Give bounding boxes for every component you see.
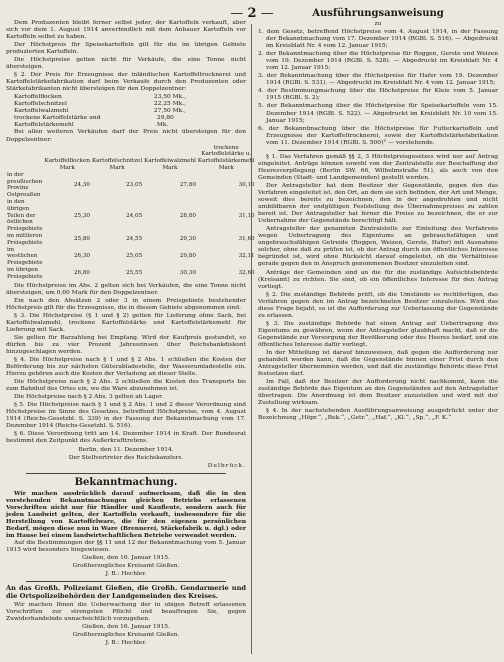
table-cell: 27,80 — [179, 181, 196, 188]
table-cell: 24,30 — [73, 181, 90, 188]
heading-sub: zu — [374, 21, 382, 27]
price-list-item — [6, 115, 246, 129]
divider — [26, 581, 226, 582]
regulation-item: 1. dem Gesetz, betreffend Höchstpreise vom 4. August 1914, in der Fassung der Bekanntmachung vom 17. Dezember 1914 (RGBl. S. 516). — Abgedruckt im Kreisblatt Nr. 4 vom 12. Januar 1915; — [258, 29, 498, 50]
intro-paragraph: Der Höchstpreis für Speisekartoffeln gilt für die im übrigen Gebiete produzierten Kartoffeln. — [6, 42, 246, 56]
signer-title: Der Stellvertreter des Reichskanzlers. — [68, 454, 184, 461]
signer-name: J. B.: Hechler. — [105, 570, 147, 577]
intro-paragraph: Dem Produzenten bleibt ferner selbst jeder, der Kartoffeln verkauft, aber sich vor dem 1. August 1914 anverbindlich mit dem Anbauer Kartoffeln vor Kartoffeln selbst zu haben. — [6, 20, 246, 41]
paragraph-1c: Antragsteller der genannten Zentralstelle zur Einleitung des Verfahrens wegen Uebertragung des Eigentums an gebrauchsfähigen und ungebrauchsfähigen Getreide (Roggen, Weizen, Gerste, Hafer) mit Ausnahme solcher, ohne daß zu prüfen ist, ob der Antrag durch ein öffentliches Interesse begründet ist, wird ohne Rücksicht darauf eingeleitet, ob die Verhältnisse gerade gegen den in Anspruch genommenen Besitzer einzuleiten sind. — [258, 226, 498, 268]
paragraph-2: § 2. Der Preis für Erzeugnisse der inländischen Kartoffeltrocknerei und Kartoffelstärkefabrikation darf beim Verkaufe durch den Produzenten oder Stärkefabrikanten nicht übersteigen für den Doppelzentner: — [6, 72, 246, 93]
place-date: Berlin, den 11. Dezember 1914. — [78, 446, 174, 453]
table-cell: 25,05 — [126, 253, 143, 260]
paragraph-3b: In der Mitteilung ist darauf hinzuweisen, daß gegen die Aufforderung nur gehandelt werden kann, daß die Gegenstände binnen einer Frist durch den Antragsteller übernommen werden, und daß die zuständige Behörde diese Frist festsetzen darf. — [258, 350, 498, 378]
paragraph-2b: Bei allen weiteren Verkäufen darf der Preis nicht übersteigen für den Doppelzentner: — [6, 129, 246, 143]
table-cell: 24,55 — [126, 236, 143, 243]
address-heading: An das Großh. Polizeiamt Gießen, die Großh. Gendarmerie und die Ortspolizeibehörden der Landgemeinden des Kreises. — [6, 583, 246, 600]
table-cell: 32,60 — [238, 270, 255, 277]
price-value: 27,50 Mk., — [153, 108, 186, 115]
table-header: Kartoffelflocken — [44, 158, 90, 165]
paragraph-6: § 6. Diese Verordnung tritt am 14. Dezember 1914 in Kraft. Der Bundesrat bestimmt den Zeitpunkt des Außerkrafttretens. — [6, 431, 246, 445]
paragraph-2d: Ein nach den Absätzen 2 oder 3 in einem Preisgebiete bestehender Höchstpreis gilt für die Erzeugnisse, die in diesem Gebiete abgenommen sind. — [6, 297, 246, 311]
table-cell: 31,60 — [238, 236, 255, 243]
paragraph-2: § 2. Die zuständige Behörde prüft, ob die Umstände es rechtfertigen, das Verfahren gegen den im Antrag bezeichneten Besitzer einzuleiten. Wird das diese Frage bejaht, so ist die Aufforderung zur Ueberlassung der Gegenstände zu erlassen. — [258, 291, 498, 319]
office-name: Großherzogliches Kreisamt Gießen. — [72, 562, 180, 569]
regulation-item: 6. der Bekanntmachung über die Höchstpreise für Futterkartoffeln und Erzeugnisse der Kartoffeltrocknerei, sowie der Kartoffelstärkefabrikation vom 11. Dezember 1914 (RGBl. S. 500)° — vorstehende. — [258, 125, 498, 146]
paragraph-1b: Der Antragsteller hat dem Besitzer der Gegenstände, gegen den das Verfahren eingeleitet ist, den Ort, an dem sie sich befinden, der Art und Menge, soweit dies bereits zu bezeichnen, den in der angedrohten und nicht umbildbaren der endgültigen Feststellung des Übernahmepreises zu zahlen bereit ist. Der Antragsteller hat ferner die Preise zu bezeichnen, die er zur Uebernahme der Gegenstände berechtigt hält. — [258, 182, 498, 225]
table-cell: 30,30 — [179, 270, 196, 277]
paragraph-4c: Die Höchstpreise nach § 2 Abs. 3 gelten ab Lager. — [14, 394, 164, 401]
page-number: — 2 — — [230, 6, 274, 21]
paragraph-4: § 4. Die Höchstpreise nach § 1 und § 2 Abs. 1 schließen die Kosten der Beförderung bis zur nächsten Güterabladestelle, der Wasserumladestelle ein. Hierzu gehören auch die Kosten der Verladung an dieser Stelle. — [6, 356, 246, 378]
regulation-item: 5. der Bekanntmachung über die Höchstpreise für Speisekartoffeln vom 15. Dezember 1914 (RGBl. S. 522). — Abgedruckt im Kreisblatt Nr. 10 vom 15. Januar 1915; — [258, 103, 498, 124]
table-cell: 25,30 — [73, 212, 90, 219]
notice-text: Auf die Bestimmungen der §§ 11 und 12 der Bekanntmachung vom 5. Januar 1915 wird besonders hingewiesen. — [6, 539, 246, 553]
section-heading: Ausführungsanweisung — [312, 8, 444, 19]
table-cell: 25,55 — [126, 270, 143, 277]
table-row — [6, 267, 256, 281]
table-row — [6, 247, 256, 267]
table-cell: 23,05 — [126, 181, 143, 188]
regulation-item: 3. der Bekanntmachung über die Höchstpreise für Hafer vom 19. Dezember 1914 (RGBl. S. 531). — Abgedruckt im Kreisblatt Nr. 4 vom 12. Januar 1915; — [258, 73, 498, 87]
price-label: Kartoffelschnitzel — [14, 101, 67, 108]
table-row — [6, 199, 256, 233]
table-cell: 28,80 — [179, 212, 196, 219]
table-cell: 26,80 — [73, 270, 90, 277]
table-cell: 26,30 — [73, 253, 90, 260]
paragraph-4: § 4. In der nachstehenden Ausführungsanweisung ausgedrückt unter der Bezeichnung „Höpr.“, „Bek.“, „Getr.“, „Haf.“, „Kl.“, „Sp.“, „F. K.“ — [258, 408, 498, 422]
section-heading: Bekanntmachung. — [74, 476, 178, 488]
price-list-item — [6, 94, 246, 101]
divider — [278, 150, 478, 151]
table-cell: 30,10 — [238, 181, 255, 188]
price-list-item — [6, 101, 246, 108]
table-cell: 31,10 — [238, 212, 255, 219]
price-value: 23,50 Mk., — [153, 94, 186, 101]
table-unit: Mark — [109, 164, 125, 171]
office-name: Großherzogliches Kreisamt Gießen. — [72, 632, 180, 639]
regulation-list — [258, 29, 498, 147]
intro-paragraph: Die Höchstpreise gelten nicht für Verkäufe, die eine Tonne nicht übersteigen. — [6, 57, 246, 71]
signer-name: Delbrück. — [207, 462, 246, 469]
left-column — [6, 8, 255, 656]
right-column — [258, 8, 498, 656]
table-unit — [6, 165, 44, 172]
price-label: Kartoffelwalzmehl — [14, 108, 69, 115]
paragraph-2c: Die Höchstpreise im Abs. 2 gelten sich bei Verkäufen, die eine Tonne nicht übersteigen, um 0,60 Mark für den Doppelzentner. — [6, 282, 246, 296]
paragraph-5: § 5. Die Höchstpreise nach § 1 und § 2 Abs. 1 und 2 dieser Verordnung sind Höchstpreise im Sinne des Gesetzes, betreffend Höchstpreise, vom 4. August 1914 (Reichs-Gesetzbl. S. 339) in der Fassung der Bekanntmachung vom 17. Dezember 1914 (Reichs-Gesetzbl. S. 516). — [6, 402, 246, 430]
price-table — [6, 145, 256, 281]
table-cell: 29,30 — [179, 236, 196, 243]
price-label: Kartoffelflocken — [14, 94, 62, 101]
price-value: 29,80 Mk. — [156, 115, 174, 129]
row-label: im mittleren Preisgebiete — [7, 232, 43, 246]
signer-name: J. B.: Hechler. — [105, 640, 147, 647]
table-header — [6, 145, 44, 165]
price-list-item — [6, 108, 246, 115]
table-cell: 24,05 — [126, 212, 143, 219]
divider — [26, 473, 226, 474]
paragraph-1d: Anträge der Gemeinden sind an die für die zuständige Aufsichtsbehörde (Kreisamt) zu richten. Sie sind, ob ein öffentliches Interesse für den Antrag vorliegt. — [258, 269, 498, 290]
paragraph-3: § 3. Die zuständige Behörde hat einen Antrag auf Uebertragung des Eigentums zu gewähren, wenn der Antragsteller glaubhaft macht, daß er die Gegenstände zur Versorgung der Bevölkerung oder des Heeres bedarf, und ein öffentliches Interesse dafür vorliegt. — [258, 320, 498, 348]
table-unit: Mark — [218, 164, 234, 171]
price-list — [6, 94, 246, 129]
row-label: im übrigen Preisgebiete — [7, 266, 43, 280]
paragraph-3c: Im Fall, daß der Besitzer der Aufforderung nicht nachkommt, kann die zuständige Behörde das Eigentum an den Gegenständen auf den Antragsteller übertragen. Die Anordnung ist dem Besitzer zuzustellen und wird mit der Zustellung wirksam. — [258, 379, 498, 407]
table-header: Kartoffelschnitzel — [91, 158, 143, 165]
paragraph-3: § 3. Die Höchstpreise (§ 1 und § 2) gelten für Lieferung ohne Sack, bei Kartoffelwalzmehl, trockene Kartoffelstärke und Kartoffelstärkemehl für Lieferung mit Sack. — [6, 312, 246, 333]
table-row — [6, 233, 256, 247]
regulation-item: 2. der Bekanntmachung über die Höchstpreise für Roggen, Gerste und Weizen vom 19. Dezember 1914 (RGBl. S. 528). — Abgedruckt im Kreisblatt Nr. 4 vom 12. Januar 1915; — [258, 51, 498, 72]
table-header: Kartoffelwalzmehl — [144, 158, 196, 165]
row-label: in den übrigen Teilen der östlichen Preisgebiete — [7, 198, 43, 233]
row-label: in der preußischen Provinz Ostpreußen — [7, 171, 43, 199]
place-date: Gießen, den 16. Januar 1915. — [82, 554, 170, 561]
row-label: im westlichen Preisgebiete — [7, 246, 43, 267]
table-unit: Mark — [59, 164, 75, 171]
table-header: trockene Kartoffelstärke u. Kartoffelstärkemehl — [197, 144, 255, 165]
notice-text: Wir machen Ihnen die Ueberwachung der in obigen Betreff erlassenen Vorschriften zur strengsten Pflicht und beauftragen Sie, gegen Zuwiderhandelnde unnachsichtlich vorzugehen. — [6, 602, 246, 623]
table-cell: 25,80 — [73, 236, 90, 243]
notice-text: Wir machen ausdrücklich darauf aufmerksam, daß die in den vorstehenden Bekanntmachungen gleichen Betriebs erlassenen Vorschriften nicht nur für Händler und Kaufleute, sondern auch für jeden Landwirt gelten, der Kartoffeln verkauft, insbesondere für die Herstellung von Kartoffelware, die für den eigenen persönlichen Bedarf, mögen diese nun in Ware (Brennerei, Stärkefabrik u. dgl.) oder im Hause bei einem landwirtschaftlichen Betriebe verwendet werden. — [6, 489, 246, 539]
price-label: trockene Kartoffelstärke und Kartoffelstärkemehl — [14, 115, 101, 129]
paragraph-3b: Sie gelten für Barzahlung bei Empfang. Wird der Kaufpreis gestundet, so dürfen bis zu vier Prozent Jahreszinsen über Reichsbankdiskont hinzugeschlagen werden. — [6, 334, 246, 355]
table-unit: Mark — [162, 164, 178, 171]
price-value: 22,25 Mk., — [153, 101, 186, 108]
table-cell: 32,11 — [238, 253, 255, 260]
table-cell: 29,80 — [179, 253, 196, 260]
paragraph-1: § 1. Das Verfahren gemäß §§ 2, 3 Höchstpreisgesetzes wird nur auf Antrag eingeleitet. Anträge können sowohl von der Zentralstelle zur Beschaffung der Heeresverpflegung (Berlin SW. 66, Wilhelmstraße 51), als auch von den Gemeinden (Stadt- und Landgemeinden) gestellt werden. — [258, 153, 498, 181]
paragraph-4b: Die Höchstpreise nach § 2 Abs. 2 schließen die Kosten des Transports bis zum Bahnhof des Ortes ein, wo die Ware abzunehmen ist. — [6, 379, 246, 393]
regulation-item: 4. der Bestimmungmachung über die Höchstpreise für Kleie vom 5. Januar 1915 (RGBl. S. 2); — [258, 88, 498, 102]
place-date: Gießen, den 16. Januar 1915. — [82, 624, 170, 631]
table-row — [6, 172, 256, 199]
column-divider — [251, 24, 252, 654]
